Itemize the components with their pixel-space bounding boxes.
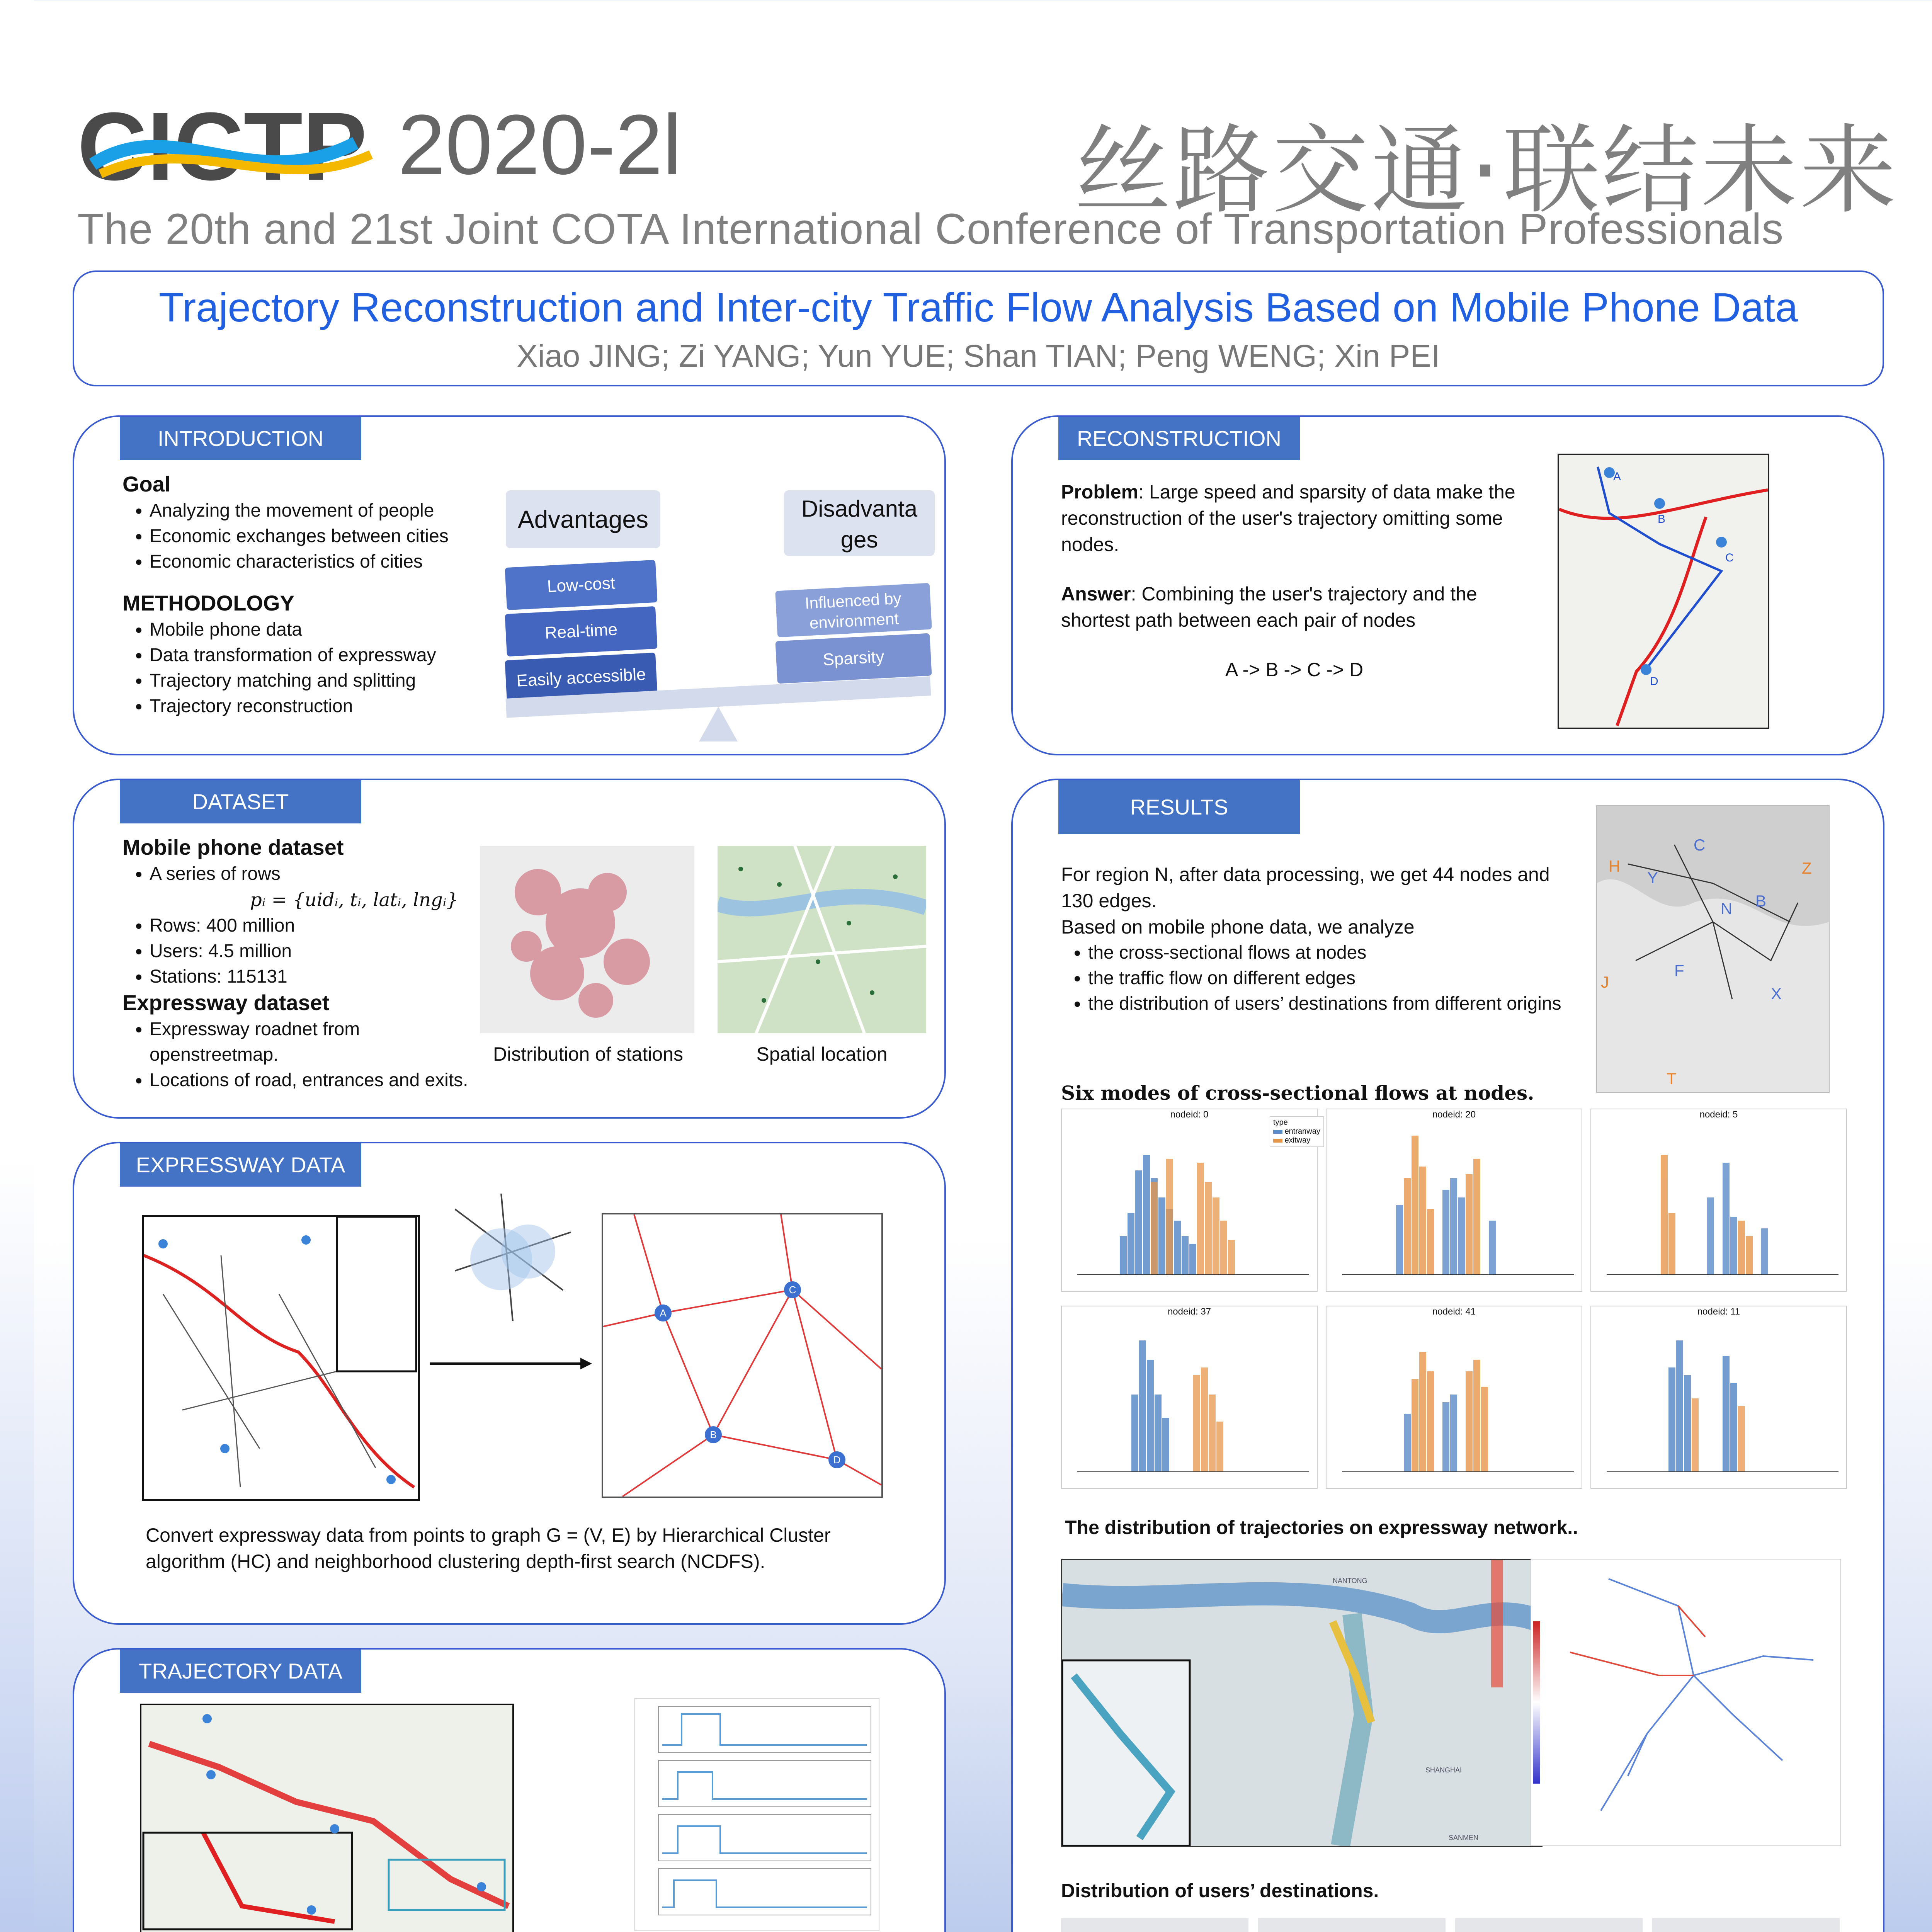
map-label: SANMEN [1449, 1834, 1479, 1842]
dataset-panel [73, 779, 946, 1119]
reconstruction-map [1558, 454, 1769, 729]
spatial-location-image [718, 846, 926, 1033]
results-summary: For region N, after data processing, we get 44 nodes and 130 edges. [1061, 864, 1550, 912]
problem-label: Problem [1061, 481, 1139, 503]
results-list [1061, 940, 1563, 1017]
results-panel [1011, 779, 1884, 1932]
legend-title: type [1273, 1118, 1288, 1127]
results-text [1061, 861, 1563, 1017]
region-label: B [1755, 892, 1767, 910]
map-label: SHANGHAI [1425, 1766, 1462, 1774]
introduction-tag: INTRODUCTION [120, 417, 361, 460]
method-item: • Trajectory reconstruction [150, 694, 509, 719]
trajectory-tag: TRAJECTORY DATA [120, 1650, 361, 1693]
balance-diagram [506, 459, 931, 742]
map-label: NANTONG [1333, 1577, 1367, 1585]
express-item: • Expressway roadnet from openstreetmap. [150, 1017, 381, 1068]
balance-pivot [695, 707, 742, 742]
logo-text: CICTP [77, 97, 367, 200]
histogram-node-11 [1590, 1306, 1847, 1489]
advantage-low-cost: Low-cost [505, 560, 657, 610]
advantage-real-time: Real-time [505, 606, 657, 656]
goal-item: • Analyzing the movement of people [150, 498, 509, 524]
reconstruction-path: A -> B -> C -> D [1225, 659, 1364, 680]
region-label: N [1721, 900, 1733, 918]
histogram-title: nodeid: 41 [1432, 1306, 1476, 1317]
region-label: Z [1802, 859, 1812, 877]
reconstruction-text [1061, 479, 1525, 683]
method-item: • Data transformation of expressway [150, 643, 509, 668]
expressway-description: Convert expressway data from points to graph G = (V, E) by Hierarchical Cluster algorithm (HC) and neighborhood clustering depth-first search (NCDFS). [146, 1524, 831, 1572]
results-tag: RESULTS [1058, 780, 1300, 834]
cross-sectional-flow-histograms [1061, 1109, 1845, 1487]
problem-text: : Large speed and sparsity of data make the reconstruction of the user's trajectory omitting some nodes. [1061, 481, 1515, 555]
spatial-location-caption: Spatial location [756, 1043, 888, 1065]
expressway-raw-map [142, 1215, 420, 1501]
svg-text:A: A [1613, 470, 1621, 483]
histogram-title: nodeid: 37 [1167, 1306, 1211, 1317]
histogram-title: nodeid: 5 [1699, 1109, 1738, 1120]
destination-map-3 [1455, 1918, 1643, 1932]
trajectory-distribution-heading: The distribution of trajectories on expressway network.. [1065, 1517, 1578, 1538]
methodology-heading: METHODOLOGY [122, 591, 294, 615]
histogram-title: nodeid: 11 [1697, 1306, 1740, 1317]
histogram-node-20 [1326, 1109, 1582, 1292]
logo-year: 2020-2l [398, 97, 682, 192]
mobile-item: • Stations: 115131 [150, 964, 567, 990]
goal-item: • Economic characteristics of cities [150, 549, 509, 575]
histogram-node-41 [1326, 1306, 1582, 1489]
mobile-item: • Users: 4.5 million [150, 939, 567, 964]
clustering-illustration [455, 1194, 571, 1321]
method-item: • Trajectory matching and splitting [150, 668, 509, 694]
mobile-item: • A series of rows [150, 861, 567, 887]
legend-entranway: entranway [1284, 1127, 1320, 1136]
expressway-graph [602, 1213, 883, 1498]
answer-text: : Combining the user's trajectory and the shortest path between each pair of nodes [1061, 583, 1477, 631]
answer-label: Answer [1061, 583, 1131, 605]
trajectory-distance-plots [634, 1698, 879, 1931]
svg-text:C: C [1725, 551, 1734, 564]
goal-list [122, 498, 509, 575]
legend-exitway: exitway [1284, 1136, 1311, 1145]
graph-node-c: C [789, 1284, 796, 1296]
dataset-tag: DATASET [120, 780, 361, 823]
expressway-panel [73, 1142, 946, 1625]
disadvantages-box: Disadvanta ges [784, 490, 935, 556]
title-box [73, 270, 1884, 386]
trajectory-density-map [1061, 1559, 1543, 1847]
region-label: F [1674, 961, 1684, 980]
graph-node-b: B [710, 1429, 717, 1440]
region-label: T [1667, 1070, 1677, 1088]
histogram-legend [1270, 1116, 1324, 1147]
introduction-panel [73, 415, 946, 755]
methodology-list [122, 617, 509, 719]
trajectory-panel [73, 1648, 946, 1932]
modes-heading: Six modes of cross-sectional flows at nodes. [1061, 1082, 1534, 1104]
region-label: Y [1647, 869, 1658, 887]
destination-distribution-heading: Distribution of users’ destinations. [1061, 1880, 1379, 1901]
poster-title: Trajectory Reconstruction and Inter-city Traffic Flow Analysis Based on Mobile Phone Data [159, 285, 1798, 330]
station-distribution-image [480, 846, 694, 1033]
goal-heading: Goal [122, 472, 171, 496]
edge-flow-network [1531, 1559, 1841, 1846]
histogram-node-5 [1590, 1109, 1847, 1292]
graph-node-d: D [833, 1454, 841, 1466]
region-map [1596, 805, 1830, 1093]
results-item: • the cross-sectional flows at nodes [1088, 940, 1563, 966]
disadvantage-environment: Influenced by environment [775, 583, 932, 638]
histogram-title: nodeid: 20 [1432, 1109, 1476, 1120]
advantage-easily-accessible: Easily accessible [505, 653, 657, 703]
results-intro: Based on mobile phone data, we analyze [1061, 916, 1415, 938]
results-item: • the traffic flow on different edges [1088, 966, 1563, 991]
station-distribution-caption: Distribution of stations [493, 1043, 683, 1065]
destination-maps [1061, 1918, 1845, 1932]
svg-text:D: D [1650, 675, 1658, 688]
graph-node-a: A [660, 1307, 667, 1319]
conference-name: The 20th and 21st Joint COTA International Conference of Transportation Professionals [77, 205, 1784, 253]
region-label: X [1771, 985, 1782, 1003]
advantages-box: Advantages [506, 490, 660, 548]
trajectory-map [140, 1704, 514, 1932]
mobile-dataset-heading: Mobile phone dataset [122, 835, 344, 859]
introduction-text [122, 471, 509, 719]
region-label: H [1609, 857, 1621, 875]
results-item: • the distribution of users’ destinations from different origins [1088, 991, 1563, 1017]
mobile-item: • Rows: 400 million [150, 913, 567, 939]
poster-authors: Xiao JING; Zi YANG; Yun YUE; Shan TIAN; Peng WENG; Xin PEI [517, 338, 1440, 374]
method-item: • Mobile phone data [150, 617, 509, 643]
svg-text:B: B [1658, 513, 1666, 526]
region-label: C [1694, 836, 1706, 854]
left-frame-decoration [0, 0, 34, 1932]
conference-slogan: 丝路交通·联结未来 [1074, 114, 1899, 227]
row-formula: pᵢ = {uidᵢ, tᵢ, latᵢ, lngᵢ} [250, 889, 458, 911]
destination-map-2 [1258, 1918, 1446, 1932]
histogram-title: nodeid: 0 [1170, 1109, 1209, 1120]
disadvantage-sparsity: Sparsity [775, 633, 932, 684]
express-item: • Locations of road, entrances and exits. [150, 1068, 567, 1093]
conversion-arrow [430, 1356, 592, 1371]
destination-map-4 [1652, 1918, 1840, 1932]
expressway-dataset-heading: Expressway dataset [122, 990, 330, 1015]
reconstruction-tag: RECONSTRUCTION [1058, 417, 1300, 460]
histogram-node-37 [1061, 1306, 1318, 1489]
expressway-tag: EXPRESSWAY DATA [120, 1143, 361, 1187]
region-label: J [1601, 973, 1609, 991]
conference-logo [77, 97, 734, 201]
destination-map-1 [1061, 1918, 1248, 1932]
reconstruction-panel [1011, 415, 1884, 755]
goal-item: • Economic exchanges between cities [150, 524, 509, 549]
